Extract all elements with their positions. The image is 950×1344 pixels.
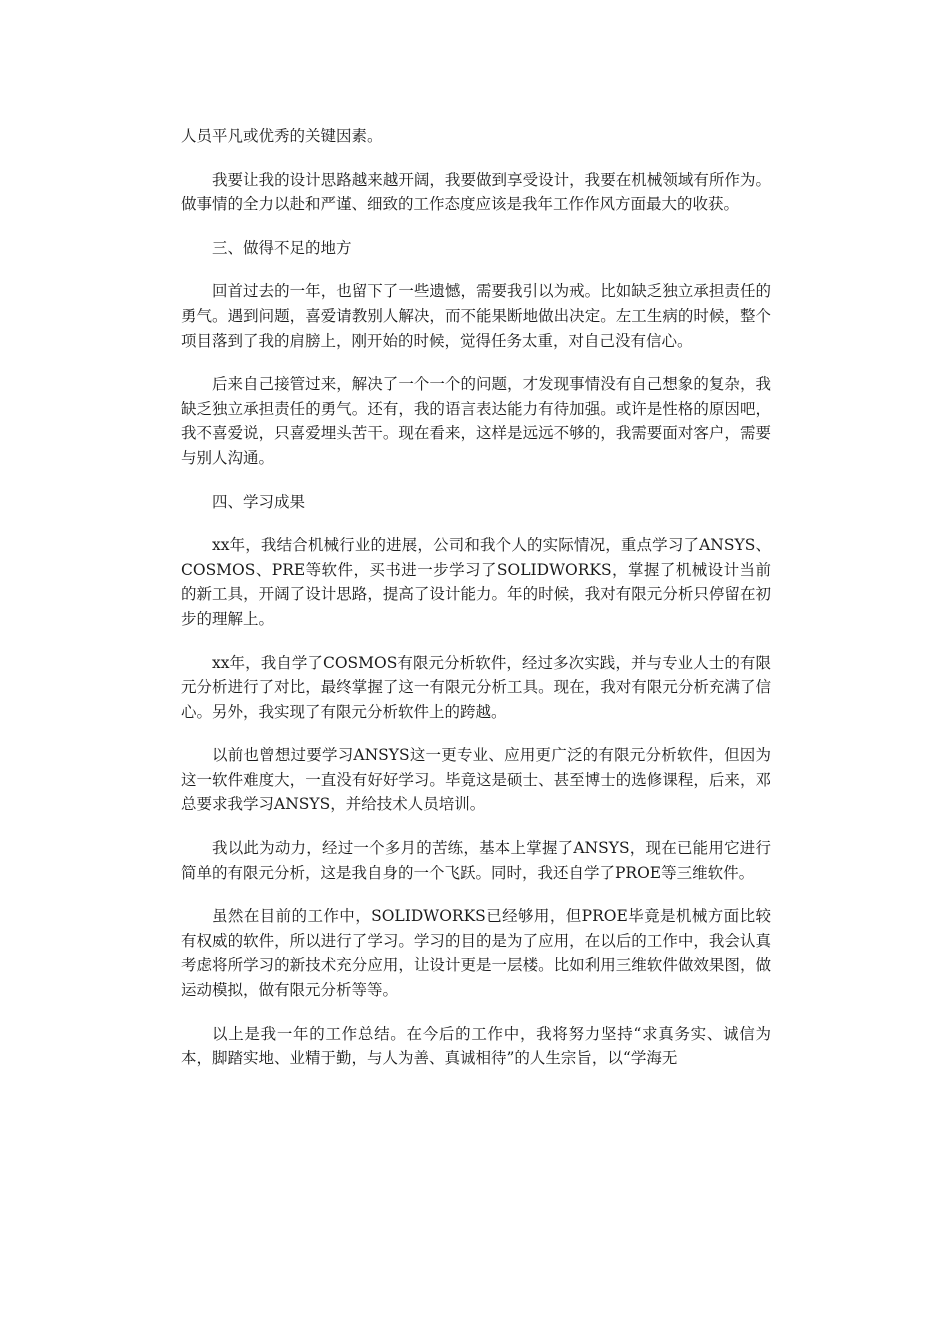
paragraph-regrets: 回首过去的一年，也留下了一些遗憾，需要我引以为戒。比如缺乏独立承担责任的勇气。遇到问题，喜爱请教别人解决，而不能果断地做出决定。左工生病的时候，整个项目落到了我的肩膀上，刚开始的时候，觉得任务太重，对自己没有信心。 [181, 282, 771, 350]
paragraph-taking-over: 后来自己接管过来，解决了一个一个的问题，才发现事情没有自己想象的复杂，我缺乏独立承担责任的勇气。还有，我的语言表达能力有待加强。或许是性格的原因吧，我不喜爱说，只喜爱埋头苦干。现在看来，这样是远远不够的，我需要面对客户，需要与别人沟通。 [181, 375, 771, 467]
paragraph-software-learning: xx年，我结合机械行业的进展，公司和我个人的实际情况，重点学习了ANSYS、COSMOS、PRE等软件，买书进一步学习了SOLIDWORKS，掌握了机械设计当前的新工具，开阔了设计思路，提高了设计能力。年的时候，我对有限元分析只停留在初步的理解上。 [181, 536, 771, 628]
paragraph-continuation: 人员平凡或优秀的关键因素。 [181, 127, 383, 145]
document-page [181, 124, 771, 1090]
paragraph-ansys-mastery: 我以此为动力，经过一个多月的苦练，基本上掌握了ANSYS，现在已能用它进行简单的有限元分析，这是我自身的一个飞跃。同时，我还自学了PROE等三维软件。 [181, 839, 771, 882]
paragraph-cosmos: xx年，我自学了COSMOS有限元分析软件，经过多次实践，并与专业人士的有限元分析进行了对比，最终掌握了这一有限元分析工具。现在，我对有限元分析充满了信心。另外，我实现了有限元分析软件上的跨越。 [181, 653, 771, 721]
paragraph-design-thinking: 我要让我的设计思路越来越开阔，我要做到享受设计，我要在机械领域有所作为。做事情的全力以赴和严谨、细致的工作态度应该是我年工作作风方面最大的收获。 [181, 170, 771, 214]
paragraph-summary: 以上是我一年的工作总结。在今后的工作中，我将努力坚持“求真务实、诚信为本，脚踏实地、业精于勤，与人为善、真诚相待”的人生宗旨，以“学海无 [181, 1024, 771, 1068]
section-heading-learning-results: 四、学习成果 [212, 492, 306, 511]
paragraph-proe: 虽然在目前的工作中，SOLIDWORKS已经够用，但PROE毕竟是机械方面比较有权威的软件，所以进行了学习。学习的目的是为了应用，在以后的工作中，我会认真考虑将所学习的新技术充分应用，让设计更是一层楼。比如利用三维软件做效果图，做运动模拟，做有限元分析等等。 [181, 907, 771, 1000]
paragraph-ansys-plan: 以前也曾想过要学习ANSYS这一更专业、应用更广泛的有限元分析软件，但因为这一软件难度大，一直没有好好学习。毕竟这是硕士、甚至博士的选修课程，后来，邓总要求我学习ANSYS，并给技术人员培训。 [181, 746, 771, 814]
section-heading-shortcomings: 三、做得不足的地方 [212, 238, 352, 257]
